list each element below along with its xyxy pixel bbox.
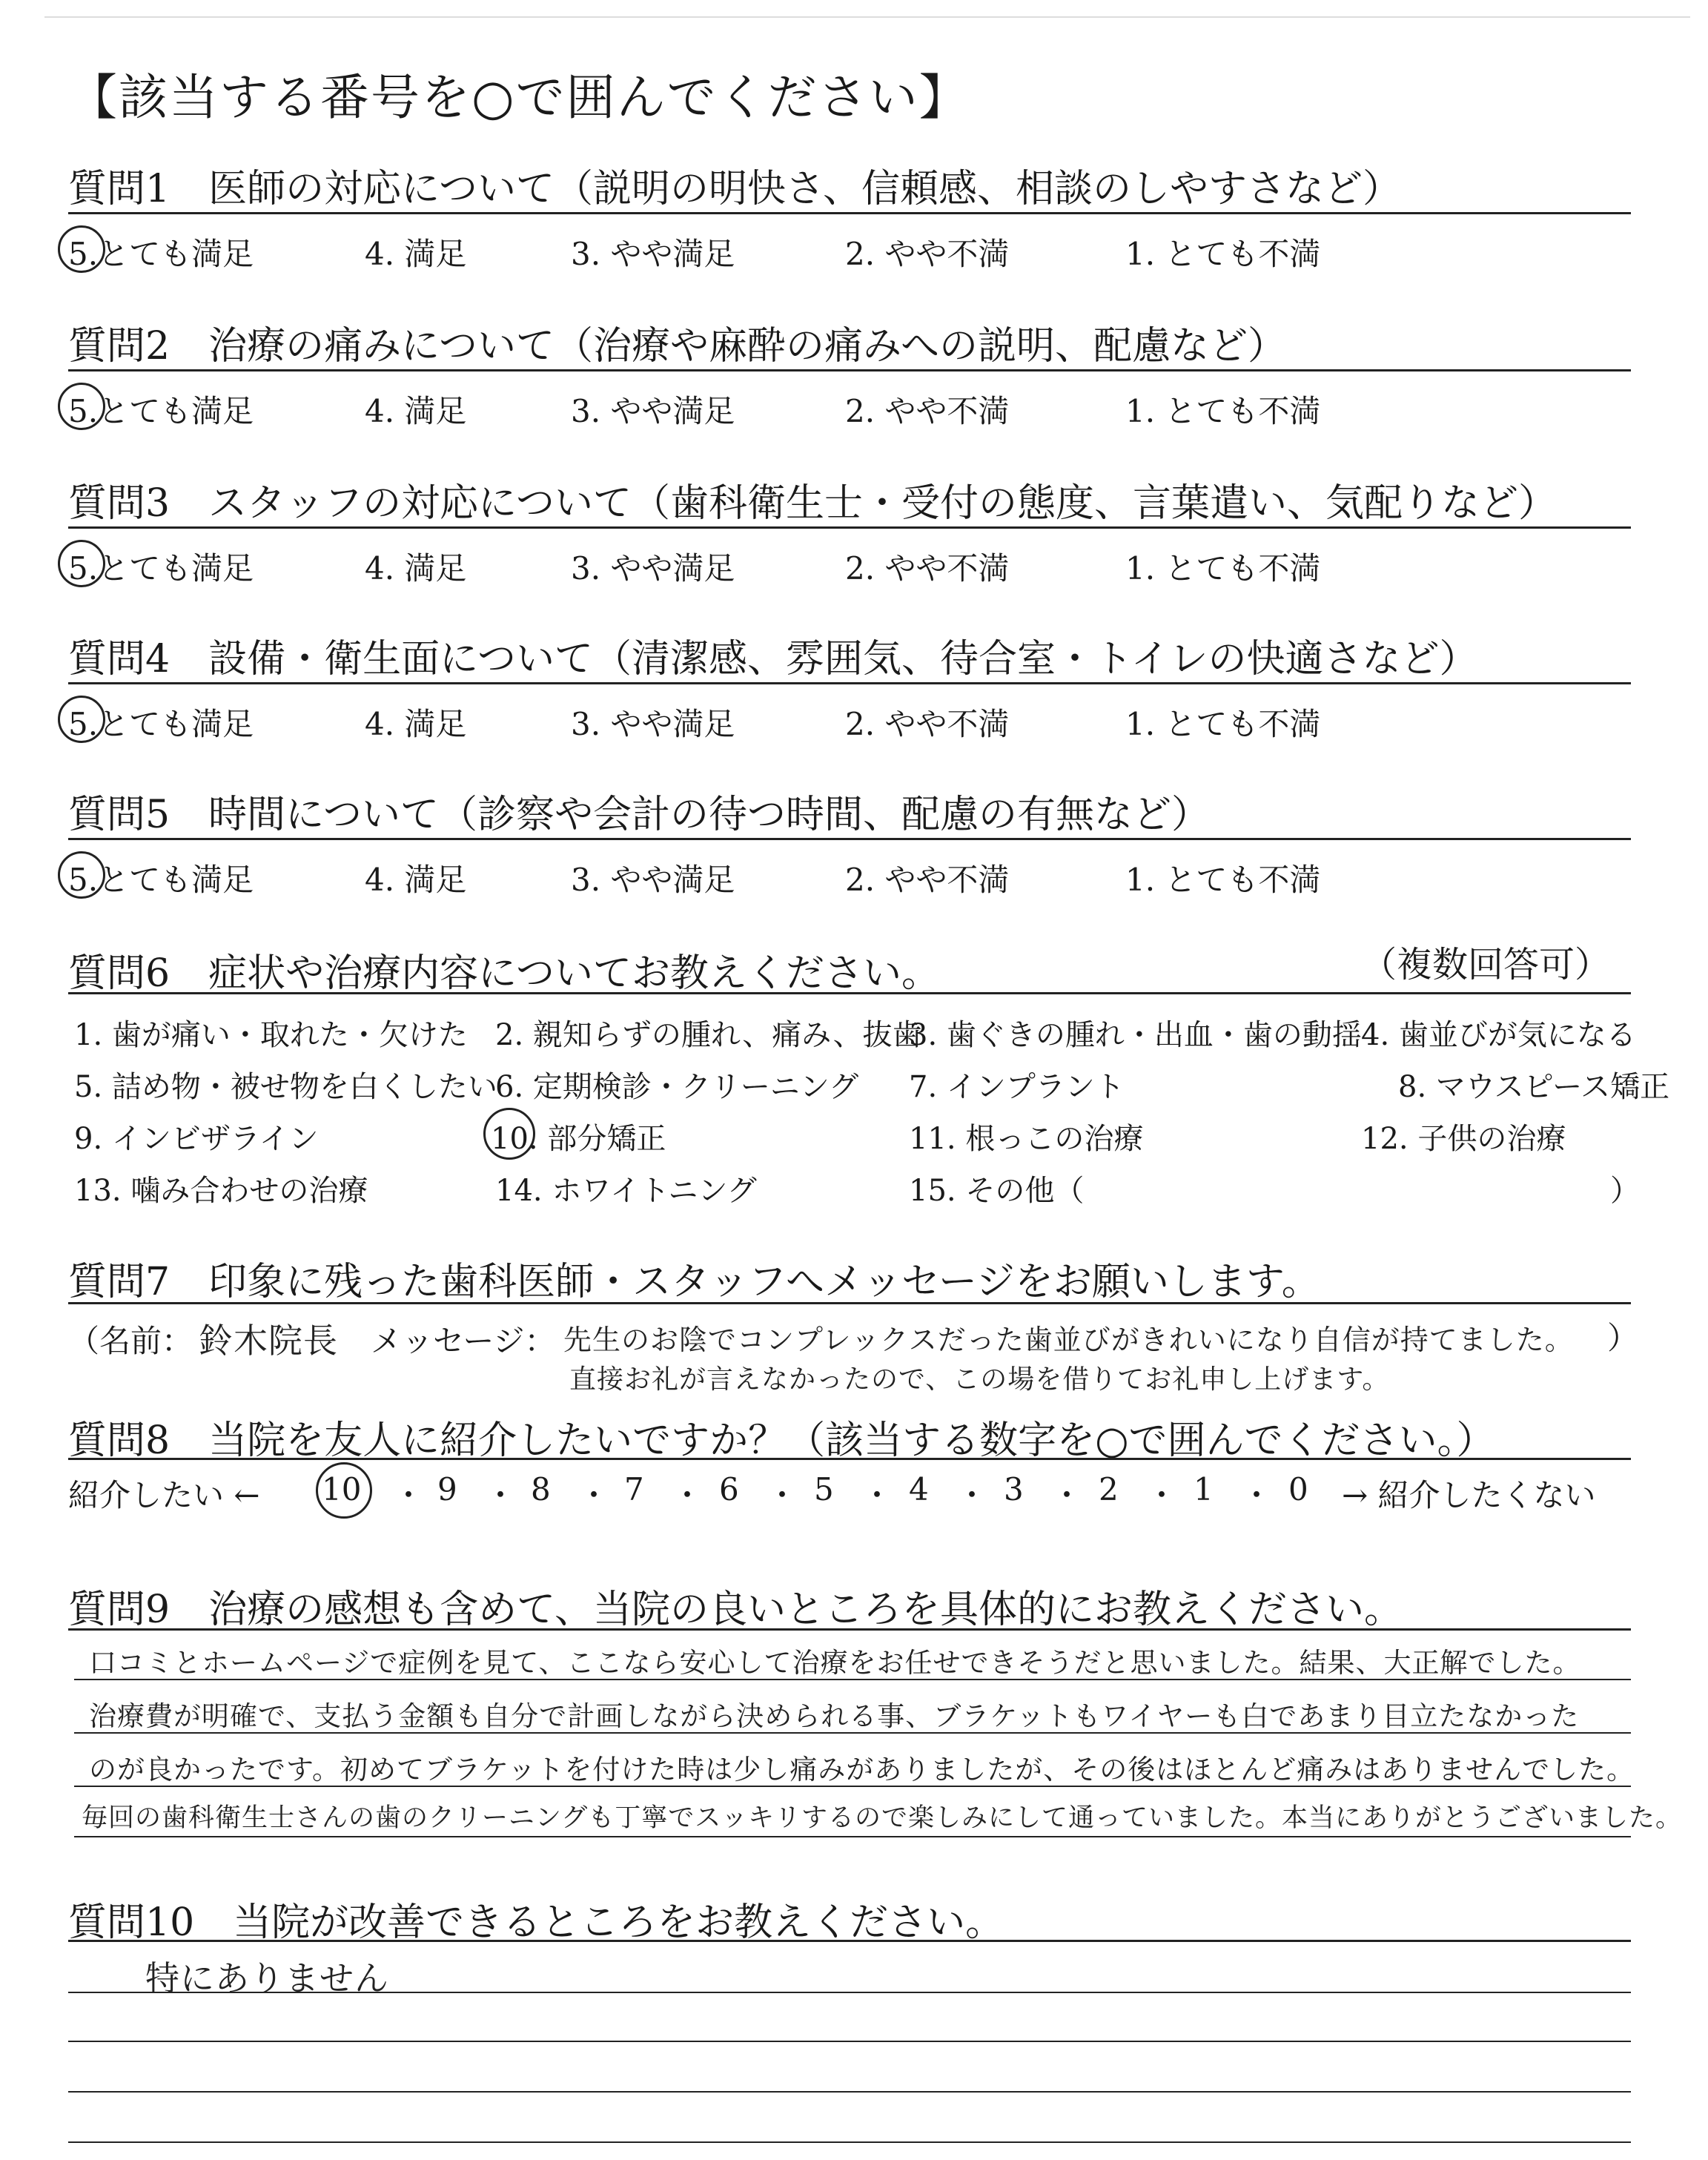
writing-line — [68, 2041, 1631, 2042]
question-6-note: （複数回答可） — [1361, 944, 1611, 985]
scale-dot: ・ — [1241, 1477, 1273, 1513]
scale-2[interactable]: 2 — [1099, 1471, 1119, 1507]
scale-3[interactable]: 3 — [1004, 1471, 1024, 1507]
symptom-item[interactable]: 11. 根っこの治療 — [909, 1122, 1144, 1156]
option-1[interactable]: 1. とても不満 — [1125, 706, 1321, 742]
scan-edge — [44, 16, 1690, 18]
question-1-heading: 質問1 医師の対応について（説明の明快さ、信頼感、相談のしやすさなど） — [68, 167, 1401, 211]
scale-dot: ・ — [956, 1477, 988, 1513]
question-10-heading: 質問10 当院が改善できるところをお教えください。 — [68, 1900, 1004, 1945]
option-5[interactable]: 5.とても満足 — [68, 550, 254, 587]
option-4[interactable]: 4. 満足 — [365, 550, 467, 587]
scale-0[interactable]: 0 — [1288, 1471, 1308, 1507]
scale-right-label: → 紹介したくない — [1342, 1477, 1596, 1513]
symptom-item[interactable]: 3. 歯ぐきの腫れ・出血・歯の動揺 — [909, 1018, 1362, 1052]
scale-dot: ・ — [1051, 1477, 1083, 1513]
question-3-heading: 質問3 スタッフの対応について（歯科衛生士・受付の態度、言葉遣い、気配りなど） — [68, 481, 1558, 526]
symptom-item[interactable]: 13. 噛み合わせの治療 — [74, 1174, 368, 1208]
scale-dot: ・ — [578, 1477, 610, 1513]
option-5[interactable]: 5.とても満足 — [68, 393, 254, 429]
symptom-item[interactable]: 6. 定期検診・クリーニング — [495, 1070, 859, 1104]
message-close: ） — [1607, 1320, 1639, 1356]
option-5[interactable]: 5.とても満足 — [68, 862, 254, 898]
writing-line — [68, 2091, 1631, 2093]
answer-text[interactable]: 特にありません — [145, 1958, 389, 1998]
question-9-rule — [68, 1628, 1631, 1631]
option-1[interactable]: 1. とても不満 — [1125, 236, 1321, 272]
symptom-item[interactable]: 1. 歯が痛い・取れた・欠けた — [74, 1018, 468, 1052]
symptom-item[interactable]: 2. 親知らずの腫れ、痛み、抜歯 — [495, 1018, 922, 1052]
option-2[interactable]: 2. やや不満 — [845, 706, 1010, 742]
question-1-rule — [68, 212, 1631, 214]
option-3[interactable]: 3. やや満足 — [571, 706, 735, 742]
symptom-item[interactable]: 12. 子供の治療 — [1361, 1122, 1566, 1156]
symptom-item[interactable]: 10. 部分矯正 — [491, 1122, 666, 1156]
symptom-item[interactable]: 7. インプラント — [909, 1070, 1125, 1104]
scale-4[interactable]: 4 — [909, 1471, 929, 1507]
name-label: （名前： — [68, 1323, 193, 1359]
scale-left-label: 紹介したい ← — [68, 1477, 260, 1513]
question-2-rule — [68, 369, 1631, 371]
scale-6[interactable]: 6 — [719, 1471, 739, 1507]
option-4[interactable]: 4. 満足 — [365, 236, 467, 272]
question-5-heading: 質問5 時間について（診察や会計の待つ時間、配慮の有無など） — [68, 793, 1211, 837]
symptom-item[interactable]: 14. ホワイトニング — [495, 1174, 757, 1208]
answer-line-3[interactable]: のが良かったです。初めてブラケットを付けた時は少し痛みがありましたが、その後はほとんど痛みはありませんでした。 — [89, 1754, 1635, 1786]
question-4-heading: 質問4 設備・衛生面について（清潔感、雰囲気、待合室・トイレの快適さなど） — [68, 637, 1478, 681]
writing-line — [74, 1836, 1631, 1837]
answer-line-2[interactable]: 治療費が明確で、支払う金額も自分で計画しながら決められる事、ブラケットもワイヤーも白であまり目立たなかった — [89, 1700, 1580, 1732]
option-3[interactable]: 3. やや満足 — [571, 862, 735, 898]
scale-dot: ・ — [393, 1477, 425, 1513]
option-5[interactable]: 5.とても満足 — [68, 706, 254, 742]
message-line-1[interactable]: 先生のお陰でコンプレックスだった歯並びがきれいになり自信が持てました。 — [563, 1324, 1574, 1356]
option-3[interactable]: 3. やや満足 — [571, 236, 735, 272]
option-2[interactable]: 2. やや不満 — [845, 393, 1010, 429]
scale-dot: ・ — [767, 1477, 798, 1513]
option-4[interactable]: 4. 満足 — [365, 393, 467, 429]
scale-dot: ・ — [485, 1477, 517, 1513]
symptom-item[interactable]: 8. マウスピース矯正 — [1398, 1070, 1670, 1104]
scale-dot: ・ — [672, 1477, 704, 1513]
option-1[interactable]: 1. とても不満 — [1125, 550, 1321, 587]
writing-line — [68, 1992, 1631, 1993]
question-9-heading: 質問9 治療の感想も含めて、当院の良いところを具体的にお教えください。 — [68, 1588, 1403, 1632]
option-4[interactable]: 4. 満足 — [365, 706, 467, 742]
symptom-item[interactable]: 15. その他（ — [909, 1174, 1085, 1208]
scale-7[interactable]: 7 — [624, 1471, 644, 1507]
question-2-heading: 質問2 治療の痛みについて（治療や麻酔の痛みへの説明、配慮など） — [68, 324, 1287, 369]
option-1[interactable]: 1. とても不満 — [1125, 393, 1321, 429]
symptom-item[interactable]: 9. インビザライン — [74, 1122, 319, 1156]
question-6-heading: 質問6 症状や治療内容についてお教えください。 — [68, 951, 941, 996]
writing-line — [74, 1786, 1631, 1787]
scale-dot: ・ — [1146, 1477, 1178, 1513]
option-5[interactable]: 5.とても満足 — [68, 236, 254, 272]
answer-line-4[interactable]: 毎回の歯科衛生士さんの歯のクリーニングも丁寧でスッキリするので楽しみにして通っていました。本当にありがとうございました。 — [82, 1803, 1682, 1833]
question-7-rule — [68, 1302, 1631, 1304]
option-2[interactable]: 2. やや不満 — [845, 862, 1010, 898]
scale-9[interactable]: 9 — [437, 1471, 457, 1507]
option-3[interactable]: 3. やや満足 — [571, 550, 735, 587]
question-10-rule — [68, 1940, 1631, 1942]
scale-10[interactable]: 10 — [322, 1471, 362, 1507]
question-4-rule — [68, 682, 1631, 684]
writing-line — [68, 2141, 1631, 2143]
symptom-other-close: ） — [1610, 1174, 1640, 1208]
option-2[interactable]: 2. やや不満 — [845, 236, 1010, 272]
answer-line-1[interactable]: 口コミとホームページで症例を見て、ここなら安心して治療をお任せできそうだと思いました。結果、大正解でした。 — [89, 1647, 1581, 1679]
question-3-rule — [68, 526, 1631, 529]
question-6-rule — [68, 992, 1631, 994]
symptom-item[interactable]: 5. 詰め物・被せ物を白くしたい — [74, 1070, 497, 1104]
name-value[interactable]: 鈴木院長 — [199, 1321, 338, 1361]
option-1[interactable]: 1. とても不満 — [1125, 862, 1321, 898]
scale-8[interactable]: 8 — [531, 1471, 551, 1507]
message-line-2[interactable]: 直接お礼が言えなかったので、この場を借りてお礼申し上げます。 — [569, 1364, 1390, 1395]
option-2[interactable]: 2. やや不満 — [845, 550, 1010, 587]
question-8-heading: 質問8 当院を友人に紹介したいですか？（該当する数字を○で囲んでください。） — [68, 1418, 1495, 1463]
question-7-heading: 質問7 印象に残った歯科医師・スタッフへメッセージをお願いします。 — [68, 1260, 1320, 1304]
form-title: 【該当する番号を○で囲んでください】 — [68, 69, 970, 126]
option-3[interactable]: 3. やや満足 — [571, 393, 735, 429]
symptom-item[interactable]: 4. 歯並びが気になる — [1361, 1018, 1636, 1052]
writing-line — [74, 1732, 1631, 1734]
question-5-rule — [68, 838, 1631, 840]
option-4[interactable]: 4. 満足 — [365, 862, 467, 898]
scale-1[interactable]: 1 — [1194, 1471, 1214, 1507]
scale-5[interactable]: 5 — [814, 1471, 834, 1507]
message-label: メッセージ： — [371, 1323, 556, 1359]
writing-line — [74, 1679, 1631, 1680]
question-8-rule — [68, 1458, 1631, 1460]
scale-dot: ・ — [861, 1477, 893, 1513]
